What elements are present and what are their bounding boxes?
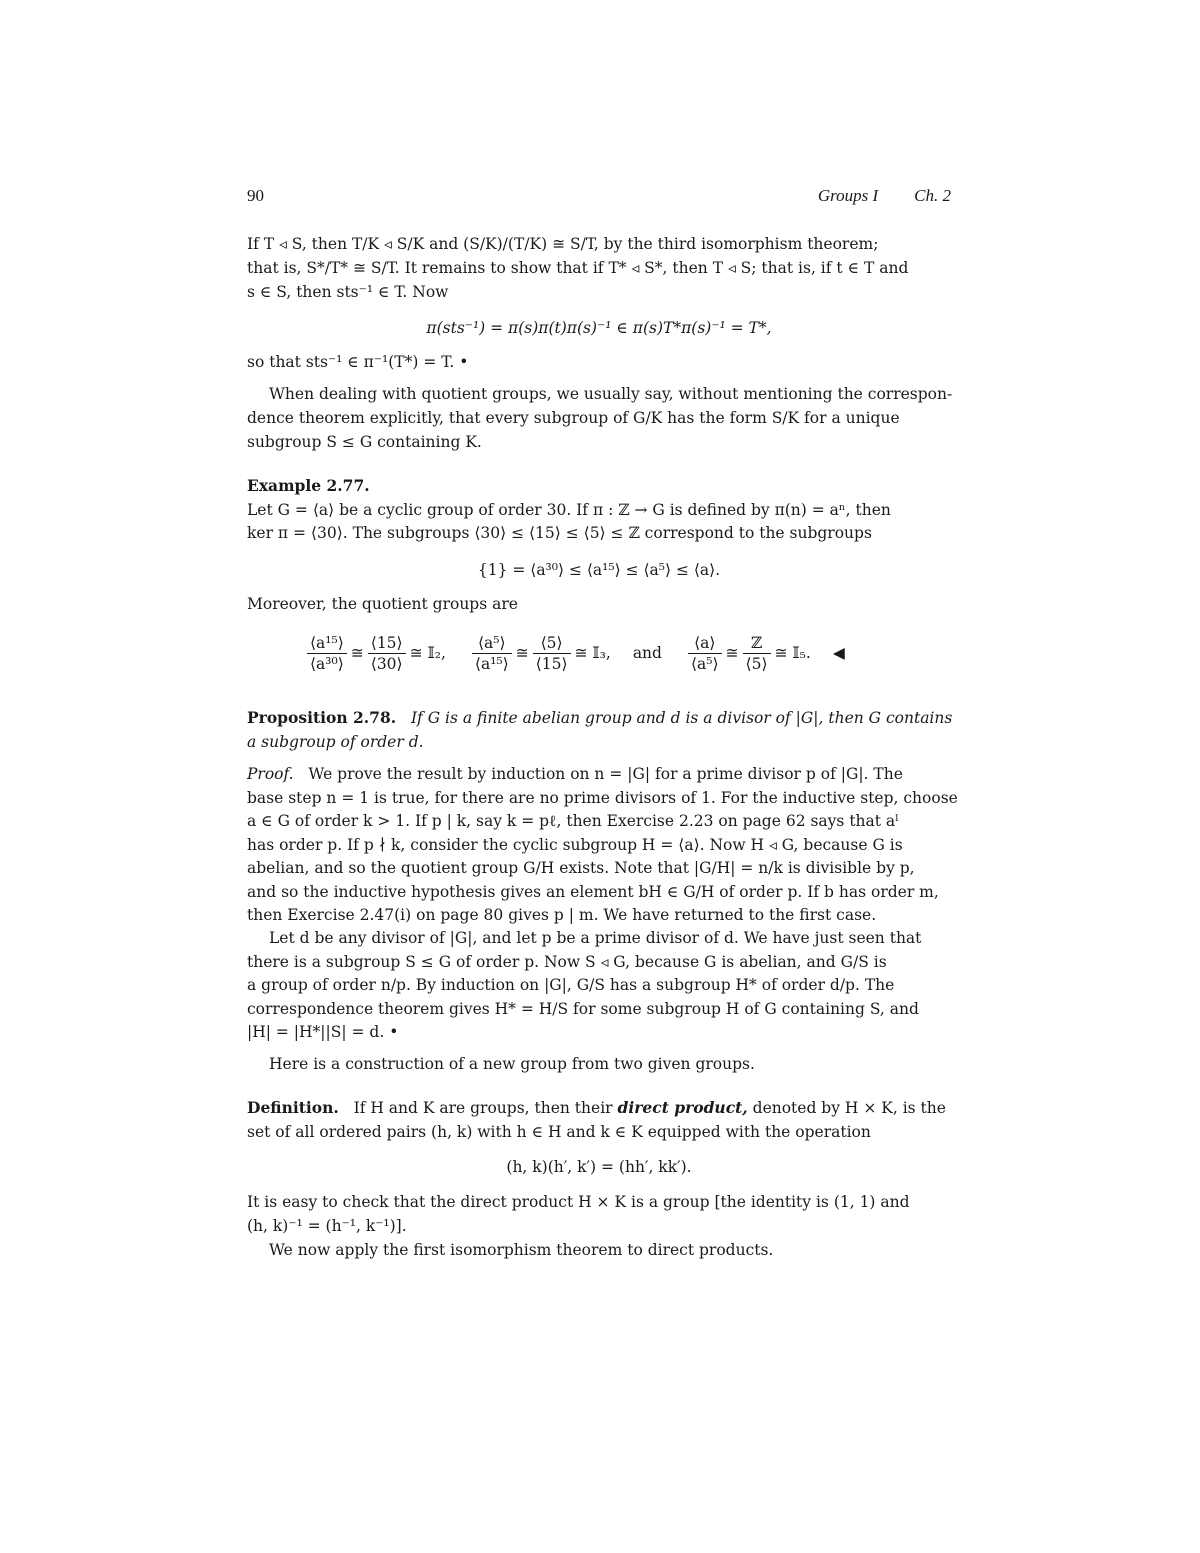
text-line: there is a subgroup S ≤ G of order p. Now S ◃ G, because G is abelian, and G/S is <box>247 953 887 971</box>
fraction: $\frac{\text{⟨a¹⁵⟩}}{\text{⟨a³⁰⟩}}$ <box>307 634 347 673</box>
text-line: Moreover, the quotient groups are <box>247 595 518 613</box>
text-line: correspondence theorem gives H* = H/S for some subgroup H of G containing S, and <box>247 1000 919 1018</box>
defined-term: direct product, <box>617 1098 748 1117</box>
proposition-line: Proposition 2.78. If G is a finite abelian group and d is a divisor of |G|, then G contains <box>247 708 953 727</box>
display-equation: (h, k)(h′, k′) = (hh′, kk′). <box>506 1158 692 1176</box>
text-line: a group of order n/p. By induction on |G|, G/S has a subgroup H* of order d/p. The <box>247 976 895 994</box>
text-line: If T ◃ S, then T/K ◃ S/K and (S/K)/(T/K) ≅ S/T, by the third isomorphism theorem; <box>247 235 879 253</box>
quotient-result: ≅ 𝕀₃, <box>574 644 611 662</box>
and-word: and <box>632 644 662 662</box>
text-line: We now apply the first isomorphism theorem to direct products. <box>269 1241 774 1259</box>
text-line: so that sts⁻¹ ∈ π⁻¹(T*) = T. • <box>247 353 469 371</box>
text-line: s ∈ S, then sts⁻¹ ∈ T. Now <box>247 283 449 301</box>
text-line: Here is a construction of a new group from two given groups. <box>269 1055 755 1073</box>
proof-line: Proof. We prove the result by induction on n = |G| for a prime divisor p of |G|. The <box>247 765 903 783</box>
fraction: $\frac{\text{ℤ}}{⟨5⟩}$ <box>743 634 771 673</box>
running-title <box>782 186 951 206</box>
text-line: (h, k)⁻¹ = (h⁻¹, k⁻¹)]. <box>247 1217 407 1235</box>
text-line: then Exercise 2.47(i) on page 80 gives p | m. We have returned to the first case. <box>247 906 877 924</box>
quotient-result: ≅ 𝕀₅. <box>774 644 811 662</box>
example-heading: Example 2.77. <box>247 476 370 495</box>
text-line: that is, S*/T* ≅ S/T. It remains to show that if T* ◃ S*, then T ◃ S; that is, if t ∈ T and <box>247 259 909 277</box>
text-line: set of all ordered pairs (h, k) with h ∈ H and k ∈ K equipped with the operation <box>247 1123 871 1141</box>
proposition-line: a subgroup of order d. <box>247 733 424 751</box>
definition-heading: Definition. <box>247 1098 339 1117</box>
fraction: $\frac{⟨5⟩}{⟨15⟩}$ <box>533 634 571 673</box>
display-equation: {1} = ⟨a³⁰⟩ ≤ ⟨a¹⁵⟩ ≤ ⟨a⁵⟩ ≤ ⟨a⟩. <box>477 561 721 579</box>
text-line: dence theorem explicitly, that every subgroup of G/K has the form S/K for a unique <box>247 409 900 427</box>
running-header <box>247 186 951 208</box>
end-of-example-icon: ◀ <box>832 644 845 662</box>
proposition-heading: Proposition 2.78. <box>247 708 397 727</box>
text-line: a ∈ G of order k > 1. If p | k, say k = pℓ, then Exercise 2.23 on page 62 says that aˡ <box>247 812 899 830</box>
display-equation: π(sts⁻¹) = π(s)π(t)π(s)⁻¹ ∈ π(s)T*π(s)⁻¹ = T*, <box>426 319 772 337</box>
fraction: $\frac{⟨15⟩}{⟨30⟩}$ <box>368 634 406 673</box>
quotient-groups-display: $\frac{\text{⟨a¹⁵⟩}}{\text{⟨a³⁰⟩}}$ ≅ $\frac{⟨15⟩}{⟨30⟩}$ ≅ 𝕀₂, $\frac{\text{⟨a⁵⟩}}{\text{⟨a¹⁵⟩}}$ ≅ $\frac{⟨5⟩}{⟨15⟩}$ ≅ 𝕀₃, and $\frac{⟨a⟩}{\text{⟨a⁵⟩}}$ ≅ $\frac{\text{ℤ}}{⟨5⟩}$ ≅ 𝕀₅. ◀ <box>303 628 845 678</box>
fraction: $\frac{\text{⟨a⁵⟩}}{\text{⟨a¹⁵⟩}}$ <box>472 634 512 673</box>
text-line: subgroup S ≤ G containing K. <box>247 433 482 451</box>
quotient-result: ≅ 𝕀₂, <box>409 644 446 662</box>
text-line: When dealing with quotient groups, we usually say, without mentioning the correspon- <box>269 385 953 403</box>
chapter-label: Ch. 2 <box>914 186 951 205</box>
text-line: Let G = ⟨a⟩ be a cyclic group of order 30. If π : ℤ → G is defined by π(n) = aⁿ, then <box>247 501 891 519</box>
definition-line: Definition. If H and K are groups, then their direct product, denoted by H × K, is the <box>247 1098 946 1117</box>
text-line: has order p. If p ∤ k, consider the cyclic subgroup H = ⟨a⟩. Now H ◃ G, because G is <box>247 836 903 854</box>
text-line: Let d be any divisor of |G|, and let p be a prime divisor of d. We have just seen that <box>269 929 922 947</box>
fraction: $\frac{⟨a⟩}{\text{⟨a⁵⟩}}$ <box>688 634 722 673</box>
page-number: 90 <box>247 186 264 205</box>
chapter-title: Groups I <box>817 186 879 205</box>
proof-label: Proof. <box>247 765 294 783</box>
text-line: base step n = 1 is true, for there are no prime divisors of 1. For the inductive step, choose <box>247 789 958 807</box>
text-line: ker π = ⟨30⟩. The subgroups ⟨30⟩ ≤ ⟨15⟩ ≤ ⟨5⟩ ≤ ℤ correspond to the subgroups <box>247 524 872 542</box>
text-line: and so the inductive hypothesis gives an element bH ∈ G/H of order p. If b has order m, <box>247 883 939 901</box>
text-line: |H| = |H*||S| = d. • <box>247 1023 399 1041</box>
text-line: It is easy to check that the direct product H × K is a group [the identity is (1, 1) and <box>247 1193 910 1211</box>
text-line: abelian, and so the quotient group G/H exists. Note that |G/H| = n/k is divisible by p, <box>247 859 915 877</box>
